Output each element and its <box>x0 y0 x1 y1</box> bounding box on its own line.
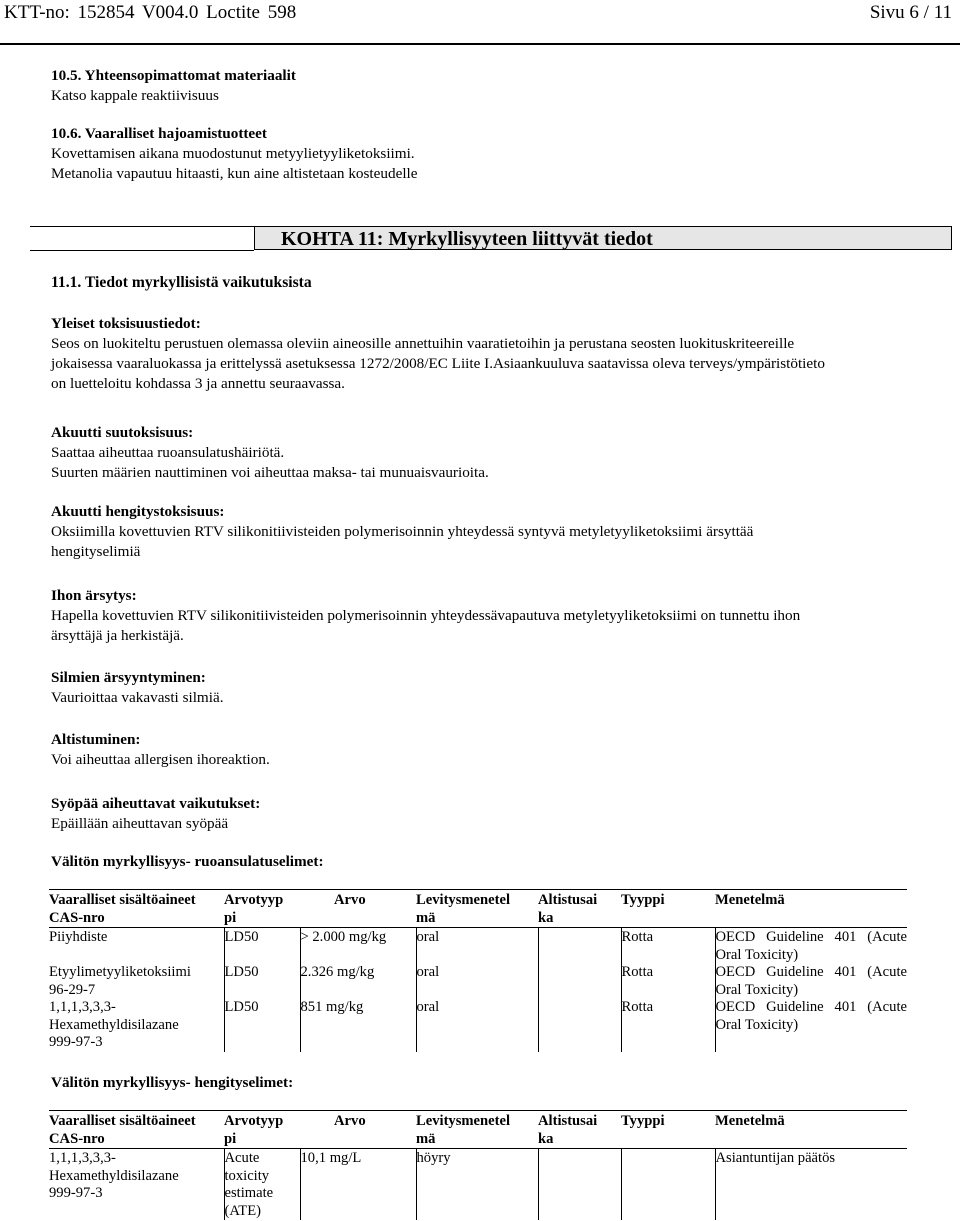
col-header-route <box>416 890 538 928</box>
acute-inhalation-heading: Akuutti hengitystoksisuus: <box>51 503 225 520</box>
sensitization <box>51 730 930 770</box>
cell-text: ka <box>538 1130 554 1147</box>
section-10-6-line1: Kovettamisen aikana muodostunut metyylietyyliketoksiimi. <box>51 145 415 162</box>
cell-text: estimate <box>224 1185 274 1201</box>
table-cell <box>300 964 416 999</box>
section-10-5-text: Katso kappale reaktiivisuus <box>51 87 219 104</box>
cell-text: Arvo <box>334 1113 366 1129</box>
carcinogenicity <box>51 794 930 834</box>
carcinogenicity-text: Epäillään aiheuttavan syöpää <box>51 815 229 832</box>
cell-text: Tyyppi <box>621 1113 665 1129</box>
section-10-6 <box>51 124 930 184</box>
cell-text: LD50 <box>224 964 259 980</box>
col-header-value-type <box>224 1111 300 1149</box>
cell-text: toxicity <box>224 1167 270 1184</box>
table-cell <box>224 999 300 1052</box>
table-cell <box>224 928 300 965</box>
cell-text: 96-29-7 <box>49 981 96 998</box>
sensitization-text: Voi aiheuttaa allergisen ihoreaktion. <box>51 751 270 768</box>
cell-text: oral <box>416 964 440 980</box>
table-header <box>49 890 907 928</box>
cell-text: > 2.000 mg/kg <box>300 929 387 945</box>
table-row <box>49 999 907 1052</box>
acute-oral <box>51 423 930 483</box>
table-cell <box>49 999 224 1052</box>
skin-irritation-line2: ärsyttäjä ja herkistäjä. <box>51 627 184 644</box>
cell-text: Arvotyyp <box>224 892 284 908</box>
skin-irritation-heading: Ihon ärsytys: <box>51 587 137 604</box>
cell-text: Etyylimetyyliketoksiimi <box>49 964 191 980</box>
table-cell <box>416 964 538 999</box>
table-cell <box>49 964 224 999</box>
acute-inhalation-line1: Oksiimilla kovettuvien RTV silikonitiivisteiden polymerisoinnin yhteydessä syntyvä metyletyyliketoksiimi ärsyttää <box>51 523 754 540</box>
table-cell <box>416 1149 538 1221</box>
acute-inhalation-line2: hengityselimiä <box>51 543 141 560</box>
section-10-6-title: 10.6. Vaaralliset hajoamistuotteet <box>51 125 267 142</box>
col-header-substance <box>49 1111 224 1149</box>
general-toxicity-line3: on luetteloitu kohdassa 3 ja annettu seuraavassa. <box>51 375 345 392</box>
table-cell <box>224 964 300 999</box>
oral-table-heading: Välitön myrkyllisyys- ruoansulatuselimet: <box>51 853 324 870</box>
acute-oral-line2: Suurten määrien nauttiminen voi aiheuttaa maksa- tai munuaisvaurioita. <box>51 464 489 481</box>
cell-text: 10,1 mg/L <box>300 1150 362 1166</box>
cell-text: Arvotyyp <box>224 1113 284 1129</box>
table-cell <box>538 928 621 965</box>
cell-text: LD50 <box>224 999 259 1015</box>
section-11-banner: KOHTA 11: Myrkyllisyyteen liittyvät tiedot <box>254 226 952 250</box>
inhalation-toxicity-table <box>49 1110 907 1220</box>
cell-text: Levitysmenetel <box>416 892 511 908</box>
cell-text: Rotta <box>621 929 654 945</box>
page-number: Sivu 6 / 11 <box>869 2 952 23</box>
cell-text: Asiantuntijan päätös <box>715 1150 836 1166</box>
table-cell <box>621 1149 715 1221</box>
cell-text: Altistusai <box>538 892 598 908</box>
general-toxicity-line2: jokaisessa vaaraluokassa ja erittelyssä asetuksessa 1272/2008/EC Liite I.Asiaankuuluva saatavissa oleva terveys/ympäristötieto <box>51 355 825 372</box>
table-cell <box>300 1149 416 1221</box>
table-cell <box>538 1149 621 1221</box>
general-toxicity-heading: Yleiset toksisuustiedot: <box>51 315 201 332</box>
col-header-method <box>715 1111 907 1149</box>
table-cell <box>416 999 538 1052</box>
oral-toxicity-table <box>49 889 907 1052</box>
table-cell <box>300 999 416 1052</box>
general-toxicity-line1: Seos on luokiteltu perustuen olemassa oleviin aineosille annettuihin vaaratietoihin ja perustana seosten luokituskriteereille <box>51 335 795 352</box>
cell-text: höyry <box>416 1150 451 1166</box>
col-header-substance <box>49 890 224 928</box>
acute-oral-line1: Saattaa aiheuttaa ruoansulatushäiriötä. <box>51 444 285 461</box>
cell-text: (ATE) <box>224 1202 261 1219</box>
cell-text: 999-97-3 <box>49 1034 103 1050</box>
cell-text: 1,1,1,3,3,3- <box>49 1150 116 1166</box>
cell-text: OECD Guideline 401 (Acute <box>715 964 907 980</box>
col-header-exposure <box>538 890 621 928</box>
cell-text: Tyyppi <box>621 892 665 908</box>
table-cell <box>621 928 715 965</box>
cell-text: OECD Guideline 401 (Acute <box>715 999 907 1015</box>
cell-text: Vaaralliset sisältöaineet <box>49 892 196 908</box>
cell-text: Menetelmä <box>715 892 785 908</box>
eye-irritation <box>51 668 930 708</box>
cell-text: CAS-nro <box>49 909 105 926</box>
header-rule <box>0 43 960 45</box>
col-header-value-type <box>224 890 300 928</box>
cell-text: mä <box>416 909 436 926</box>
cell-text: Menetelmä <box>715 1113 785 1129</box>
col-header-route <box>416 1111 538 1149</box>
cell-text: Piiyhdiste <box>49 929 108 945</box>
acute-oral-heading: Akuutti suutoksisuus: <box>51 424 194 441</box>
cell-text: Hexamethyldisilazane <box>49 1016 179 1033</box>
cell-text: Rotta <box>621 999 654 1015</box>
cell-text: oral <box>416 929 440 945</box>
cell-text: CAS-nro <box>49 1130 105 1147</box>
cell-text: Oral Toxicity) <box>715 1016 799 1033</box>
cell-text: pi <box>224 1130 237 1147</box>
table-cell <box>538 964 621 999</box>
eye-irritation-heading: Silmien ärsyyntyminen: <box>51 669 206 686</box>
table-cell <box>49 928 224 965</box>
table-row <box>49 1149 907 1221</box>
cell-text: 2.326 mg/kg <box>300 964 375 980</box>
carcinogenicity-heading: Syöpää aiheuttavat vaikutukset: <box>51 795 261 812</box>
col-header-species <box>621 1111 715 1149</box>
col-header-method <box>715 890 907 928</box>
skin-irritation-line1: Hapella kovettuvien RTV silikonitiivisteiden polymerisoinnin yhteydessävapautuva metyletyyliketoksiimi on tunnettu ihon <box>51 607 801 624</box>
eye-irritation-text: Vaurioittaa vakavasti silmiä. <box>51 689 224 706</box>
cell-text: Oral Toxicity) <box>715 946 799 963</box>
table-cell <box>538 999 621 1052</box>
cell-text: Hexamethyldisilazane <box>49 1167 179 1184</box>
cell-text: mä <box>416 1130 436 1147</box>
col-header-species <box>621 890 715 928</box>
cell-text: pi <box>224 909 237 926</box>
section-10-5-title: 10.5. Yhteensopimattomat materiaalit <box>51 67 296 84</box>
cell-text: Levitysmenetel <box>416 1113 511 1129</box>
cell-text: oral <box>416 999 440 1015</box>
cell-text: 851 mg/kg <box>300 999 364 1015</box>
sensitization-heading: Altistuminen: <box>51 731 141 748</box>
inhalation-table-heading: Välitön myrkyllisyys- hengityselimet: <box>51 1074 294 1091</box>
document-id: KTT-no: 152854 V004.0 Loctite 598 <box>4 2 297 23</box>
cell-text: 1,1,1,3,3,3- <box>49 999 116 1015</box>
skin-irritation <box>51 586 930 646</box>
acute-inhalation <box>51 502 930 562</box>
cell-text: Acute <box>224 1150 260 1166</box>
page-header <box>0 0 960 48</box>
table-cell <box>715 1149 907 1221</box>
cell-text: Oral Toxicity) <box>715 981 799 998</box>
cell-text: Rotta <box>621 964 654 980</box>
table-cell <box>715 928 907 965</box>
banner-bottom-rule <box>30 250 254 251</box>
banner-top-rule <box>30 226 254 227</box>
cell-text: 999-97-3 <box>49 1185 103 1201</box>
table-cell <box>49 1149 224 1221</box>
table-cell <box>416 928 538 965</box>
cell-text: Altistusai <box>538 1113 598 1129</box>
table-row <box>49 928 907 965</box>
table-cell <box>224 1149 300 1221</box>
table-cell <box>621 999 715 1052</box>
table-header <box>49 1111 907 1149</box>
general-toxicity <box>51 314 930 394</box>
table-cell <box>300 928 416 965</box>
table-cell <box>621 964 715 999</box>
cell-text: ka <box>538 909 554 926</box>
cell-text: LD50 <box>224 929 259 945</box>
table-cell <box>715 999 907 1052</box>
col-header-exposure <box>538 1111 621 1149</box>
cell-text: Vaaralliset sisältöaineet <box>49 1113 196 1129</box>
section-10-6-line2: Metanolia vapautuu hitaasti, kun aine altistetaan kosteudelle <box>51 165 418 182</box>
table-cell <box>715 964 907 999</box>
section-11-1-title: 11.1. Tiedot myrkyllisistä vaikutuksista <box>51 274 312 291</box>
cell-text: Arvo <box>334 892 366 908</box>
section-10-5 <box>51 66 930 106</box>
table-row <box>49 964 907 999</box>
col-header-value <box>300 1111 416 1149</box>
col-header-value <box>300 890 416 928</box>
cell-text: OECD Guideline 401 (Acute <box>715 929 907 945</box>
